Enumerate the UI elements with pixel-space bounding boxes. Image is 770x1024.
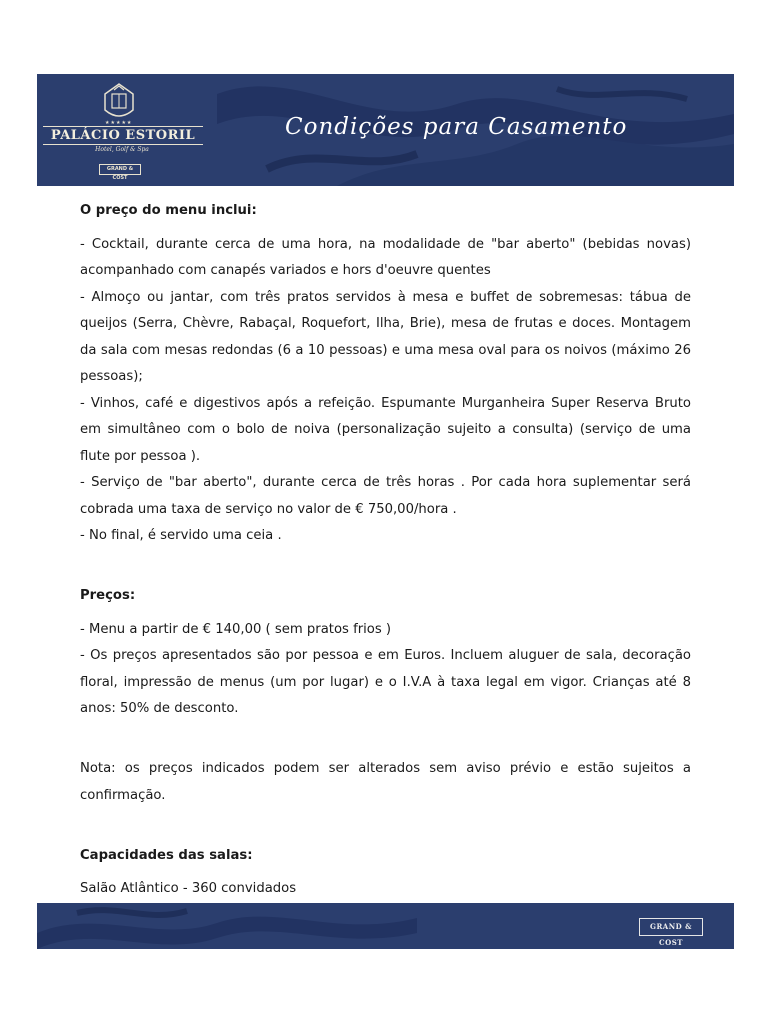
logo-subtitle: Hotel, Golf & Spa (95, 146, 149, 153)
menu-item: - Almoço ou jantar, com três pratos servidos à mesa e buffet de sobremesas: tábua de queijos (Serra, Chèvre, Rabaçal, Roquefort, Ilha, Brie), mesa de frutas e doces. Montagem da sala com mesas redondas (6 a 10 pessoas) e uma mesa oval para os noivos (máximo 26 pessoas); (80, 289, 691, 384)
note-text: Nota: os preços indicados podem ser alterados sem aviso prévio e estão sujeitos a confirmação. (80, 761, 691, 803)
footer-ornament (37, 903, 734, 949)
footer-banner (37, 903, 734, 949)
document-body (80, 198, 691, 929)
logo-name: PALÁCIO ESTORIL (43, 126, 203, 145)
menu-item: - Vinhos, café e digestivos após a refeição. Espumante Murganheira Super Reserva Bruto em simultâneo com o bolo de noiva (personalização sujeito a consulta) (serviço de uma flute por pessoa ). (80, 395, 691, 464)
menu-item: - Serviço de "bar aberto", durante cerca de três horas . Por cada hora suplementar será cobrada uma taxa de serviço no valor de € 750,00/hora . (80, 475, 691, 517)
menu-item: - Cocktail, durante cerca de uma hora, na modalidade de "bar aberto" (bebidas novas) acompanhado com canapés variados e hors d'oeuvre quentes (80, 236, 691, 278)
prices-item: - Menu a partir de € 140,00 ( sem pratos frios ) (80, 621, 392, 637)
prices-item: - Os preços apresentados são por pessoa e em Euros. Incluem aluguer de sala, decoração floral, impressão de menus (um por lugar) e o I.V.A à taxa legal em vigor. Crianças até 8 anos: 50% de desconto. (80, 648, 691, 716)
page-title: Condições para Casamento (285, 114, 628, 140)
menu-item: - No final, é servido uma ceia . (80, 528, 282, 543)
menu-heading: O preço do menu inclui: (80, 203, 257, 218)
prices-heading: Preços: (80, 588, 136, 603)
logo-badge: GRAND & COST (99, 164, 141, 175)
capacity-heading: Capacidades das salas: (80, 847, 253, 863)
crest-icon (99, 80, 139, 124)
footer-badge: GRAND & COST (639, 918, 703, 936)
palacio-estoril-logo (37, 74, 207, 186)
header-banner (37, 74, 734, 186)
stars-icon: ★★★★★ (105, 120, 133, 126)
capacity-item: Salão Atlântico - 360 convidados (80, 881, 297, 896)
